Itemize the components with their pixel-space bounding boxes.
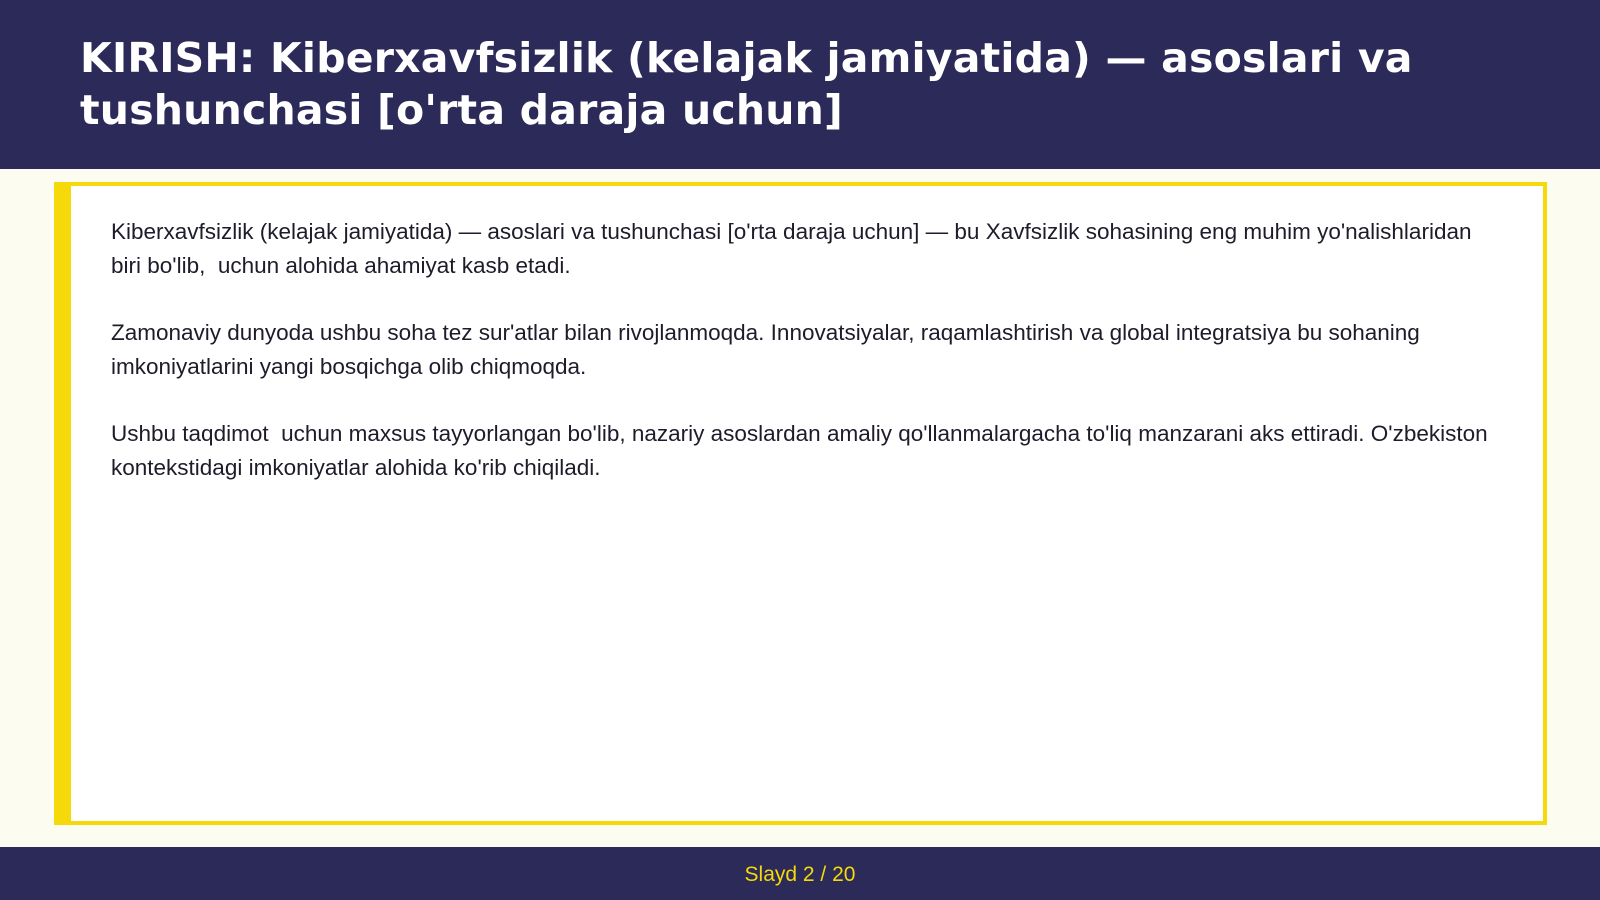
- slide-title: KIRISH: Kiberxavfsizlik (kelajak jamiyatida) — asoslari va tushunchasi [o'rta daraja uchun]: [80, 34, 1413, 134]
- slide-header: [0, 0, 1600, 169]
- slide-number: Slayd 2 / 20: [744, 862, 856, 886]
- content-card: [54, 182, 1547, 825]
- slide-footer: [0, 847, 1600, 900]
- intro-paragraph: Kiberxavfsizlik (kelajak jamiyatida) — asoslari va tushunchasi [o'rta daraja uchun] — bu Xavfsizlik sohasining eng muhim yo'nalishlaridan biri bo'lib, uchun alohida ahamiyat kasb etadi.: [111, 219, 1478, 278]
- development-paragraph: Zamonaviy dunyoda ushbu soha tez sur'atlar bilan rivojlanmoqda. Innovatsiyalar, raqamlashtirish va global integratsiya bu sohaning imkoniyatlarini yangi bosqichga olib chiqmoqda.: [111, 320, 1427, 379]
- presentation-paragraph: Ushbu taqdimot uchun maxsus tayyorlangan bo'lib, nazariy asoslardan amaliy qo'llanmalargacha to'liq manzarani aks ettiradi. O'zbekiston kontekstidagi imkoniyatlar alohida ko'rib chiqiladi.: [111, 421, 1494, 480]
